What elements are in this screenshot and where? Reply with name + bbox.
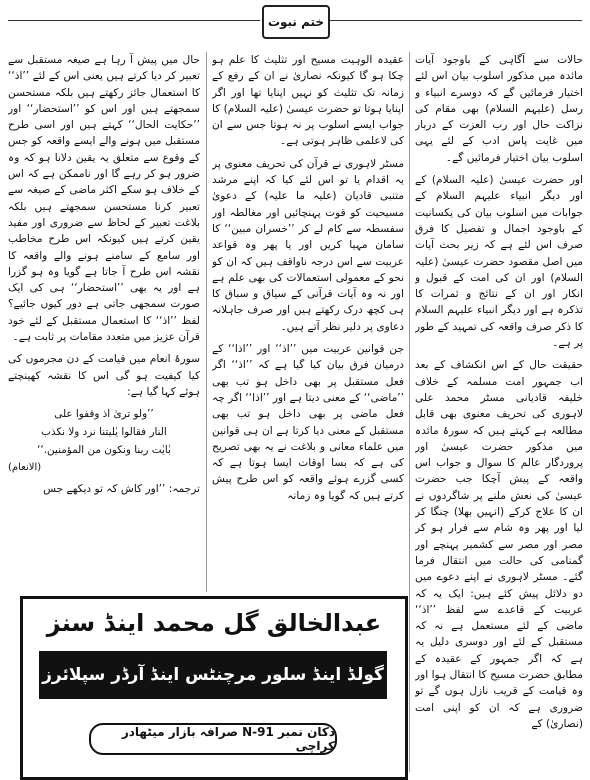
- article-paragraph: حالات سے آگاہی کے باوجود آیات مائدہ میں مذکور اسلوب بیان اس لئے اختیار فرمائیں گے کہ دوسرے انبیاء و رسل (علیہم السلام) بھی مقام کی نزاکت حال اور رب العزت کے دربار میں غایت پاس ادب کے لئے یہی اسلوب بیان اختیار فرمائیں گے۔: [415, 54, 583, 164]
- quran-verse-line: ’’ولو ترىٰ اذ وقفوا على: [54, 408, 154, 421]
- quran-verse-line: النار فقالوا يٰليتنا نرد ولا نكذب: [41, 426, 167, 439]
- header-rule-left: [8, 20, 260, 21]
- article-paragraph: حال میں پیش آ رہا ہے صیغہ مستقبل سے تعبیر کر دیا کرتے ہیں یعنی اس کے لئے ’’اذ‘‘ کا استعمال جائز رکھتے ہیں بلکہ مستحسن سمجھتے ہیں اور اس کو ’’استحضار‘‘ اور ’’حکایت الحال‘‘ کہتے ہیں اور اسی طرح مستقبل میں ہونے والے ایسے واقعہ کو جس کے وقوع سے متعلق یہ یقین دلانا ہو کہ وہ ضرور ہو کر رہے گا اور ناممکن ہے کہ اس کے خلاف ہو سکے اکثر ماضی کے صیغہ سے تعبیر کرنا مستحسن سمجھتے ہیں بلکہ بلاغت تعبیر کے لحاظ سے ضروری اور مفید یقین کرتے ہیں کیونکہ اس طرح مخاطب اور سامع کے سامنے ہونے والے واقعہ کا نقشہ اس طرح آ جاتا ہے گویا وہ ہو گزرا ہے اور یہ بھی ’’استحضار‘‘ ہی کی ایک صورت سمجھی جاتی ہے دور کیوں جائیے؟ لفظ ’’اذ‘‘ کا استعمال مستقبل کے لئے خود قرآن عزیز میں متعدد مقامات پر ثابت ہے۔: [8, 54, 200, 344]
- column-divider-left: [206, 52, 207, 592]
- column-divider-right: [409, 52, 410, 772]
- advert-address: دکان نمبر N-91 صرافہ بازار میٹھادر کراچی: [89, 723, 337, 755]
- article-paragraph: عقیدہ الوہیت مسیح اور تثلیث کا علم ہو چکا ہو گا کیونکہ نصاریٰ نے ان کے رفع کے زمانہ تک تثلیث کو نہیں اپنایا تھا اور اگر اپنایا ہوتا تو حضرت عیسیٰ (علیہ السلام) کا جواب ایسے اسلوب پر نہ ہوتا جس سے ان کی لاعلمی ظاہر ہوتی ہے۔: [212, 54, 404, 148]
- article-column-middle: [212, 52, 404, 592]
- article-column-left: [8, 52, 200, 580]
- article-paragraph: مسٹر لاہوری نے قرآن کی تحریف معنوی پر یہ اقدام یا تو اس لئے کیا کہ اپنے مرشد متنبی قادیان (علیہ ما علیہ) کے دعویٰ مسیحیت کو قوت پہنچائیں اور مغالطہ اور سفسطہ سے کام لے کر ’’خسران مبین‘‘ کا سامان مہیا کریں اور یا پھر وہ قواعد عربیت سے اس درجہ ناواقف ہیں کہ ان کو نحو کے معمولی استعمالات کی بھی علم ہے اور نہ وہ آیات قرآنی کے سیاق و سباق کا ہی کچھ درک رکھتے ہیں اور صرف جاہلانہ دعاوی پر دلیر نظر آتے ہیں۔: [212, 157, 404, 333]
- article-paragraph: حقیقت حال کے اس انکشاف کے بعد اب جمہور امت مسلمہ کے خلاف خلیفہ قادیانی مسٹر محمد علی لاہوری کی تحریف معنوی بھی قابل مطالعہ ہے کہتے ہیں کہ سورۂ مائدہ میں مذکور حضرت عیسیٰ اور پروردگار عالم کا سوال و جواب اس واقعہ کے پیش آچکا جب حضرت عیسیٰ کی نعش ملنے پر شاگردوں نے ان کا علاج کرکے (انہیں بھلا) چنگا کر لیا اور پھر وہ شام سے فرار ہو کر مصر اور مصر سے کشمیر پہنچے اور گمنامی کی حالت میں انتقال فرما گئے۔ مسٹر لاہوری نے اپنے دعوے میں دو دلائل پیش کئے ہیں: ایک یہ کہ عربیت کے قاعدے سے لفظ ’’اذ‘‘ ماضی کے لئے مستعمل ہے نہ کہ مستقبل کے لئے اور دوسری دلیل یہ ہے کہ اگر جمہور کے عقیدہ کے مطابق حضرت مسیح کا انتقال ہوا اور وہ قیامت کے قریب نازل ہوں گے تو ضروری ہے کہ ان کو اپنی امت (نصاریٰ) کے: [415, 359, 583, 730]
- jeweller-advertisement: [20, 596, 408, 780]
- quran-verse-line: بٰايٰت ربنا ونكون من المؤمنين.‘‘: [37, 444, 171, 457]
- khatm-e-nubuwwat-logo: ختم نبوت: [262, 5, 330, 39]
- verse-translation: ترجمہ: ’’اور کاش کہ تو دیکھے جس: [43, 482, 200, 495]
- article-paragraph: سورۂ انعام میں قیامت کے دن مجرموں کی کیا کیفیت ہو گی اس کا نقشہ کھینچتے ہوئے کہا گیا ہے:: [8, 353, 200, 398]
- article-paragraph: اور حضرت عیسیٰ (علیہ السلام) کے اور دیگر انبیاء علیہم السلام کے جوابات میں اسلوب بیان کی یکسانیت کے باوجود اجمال و تفصیل کا فرق صرف اس لئے ہے کہ زیر بحث آیات میں اصل مقصود حضرت عیسیٰ (علیہ السلام) اور ان کی امت کے قبول و انکار اور ان کے نتائج و ثمرات کا تذکرہ ہے اور دیگر انبیاء علیہم السلام کا ذکر صرف واقعہ کی تمہید کے طور پر ہے۔: [415, 174, 583, 350]
- advert-title: عبدالخالق گل محمد اینڈ سنز: [46, 609, 382, 637]
- page-header: [0, 0, 590, 44]
- header-rule-right: [330, 20, 582, 21]
- advert-subtitle-band: گولڈ اینڈ سلور مرچنٹس اینڈ آرڈر سپلائرز: [39, 651, 387, 699]
- article-column-right: [415, 52, 583, 772]
- article-paragraph: جن قوانین عربیت میں ’’اذ‘‘ اور ’’اذا‘‘ کے درمیان فرق بیان کیا گیا ہے کہ ’’اذ‘‘ اگر فعل مستقبل پر بھی داخل ہو تب بھی ’’ماضی‘‘ کے معنی دیتا ہے اور ’’اذا‘‘ اگر چہ فعل ماضی پر بھی داخل ہو تب بھی مستقبل کے معنی دیا کرتا ہے ان ہی قوانین میں علماء معانی و بلاغت نے یہ بھی تصریح کی ہے کہ بسا اوقات ایسا ہوتا ہے کہ کسی گزرے ہوئے واقعہ کو اس طرح پیش کرتے ہیں کہ گویا وہ زمانہ: [212, 343, 404, 502]
- verse-reference: (الانعام): [8, 462, 42, 474]
